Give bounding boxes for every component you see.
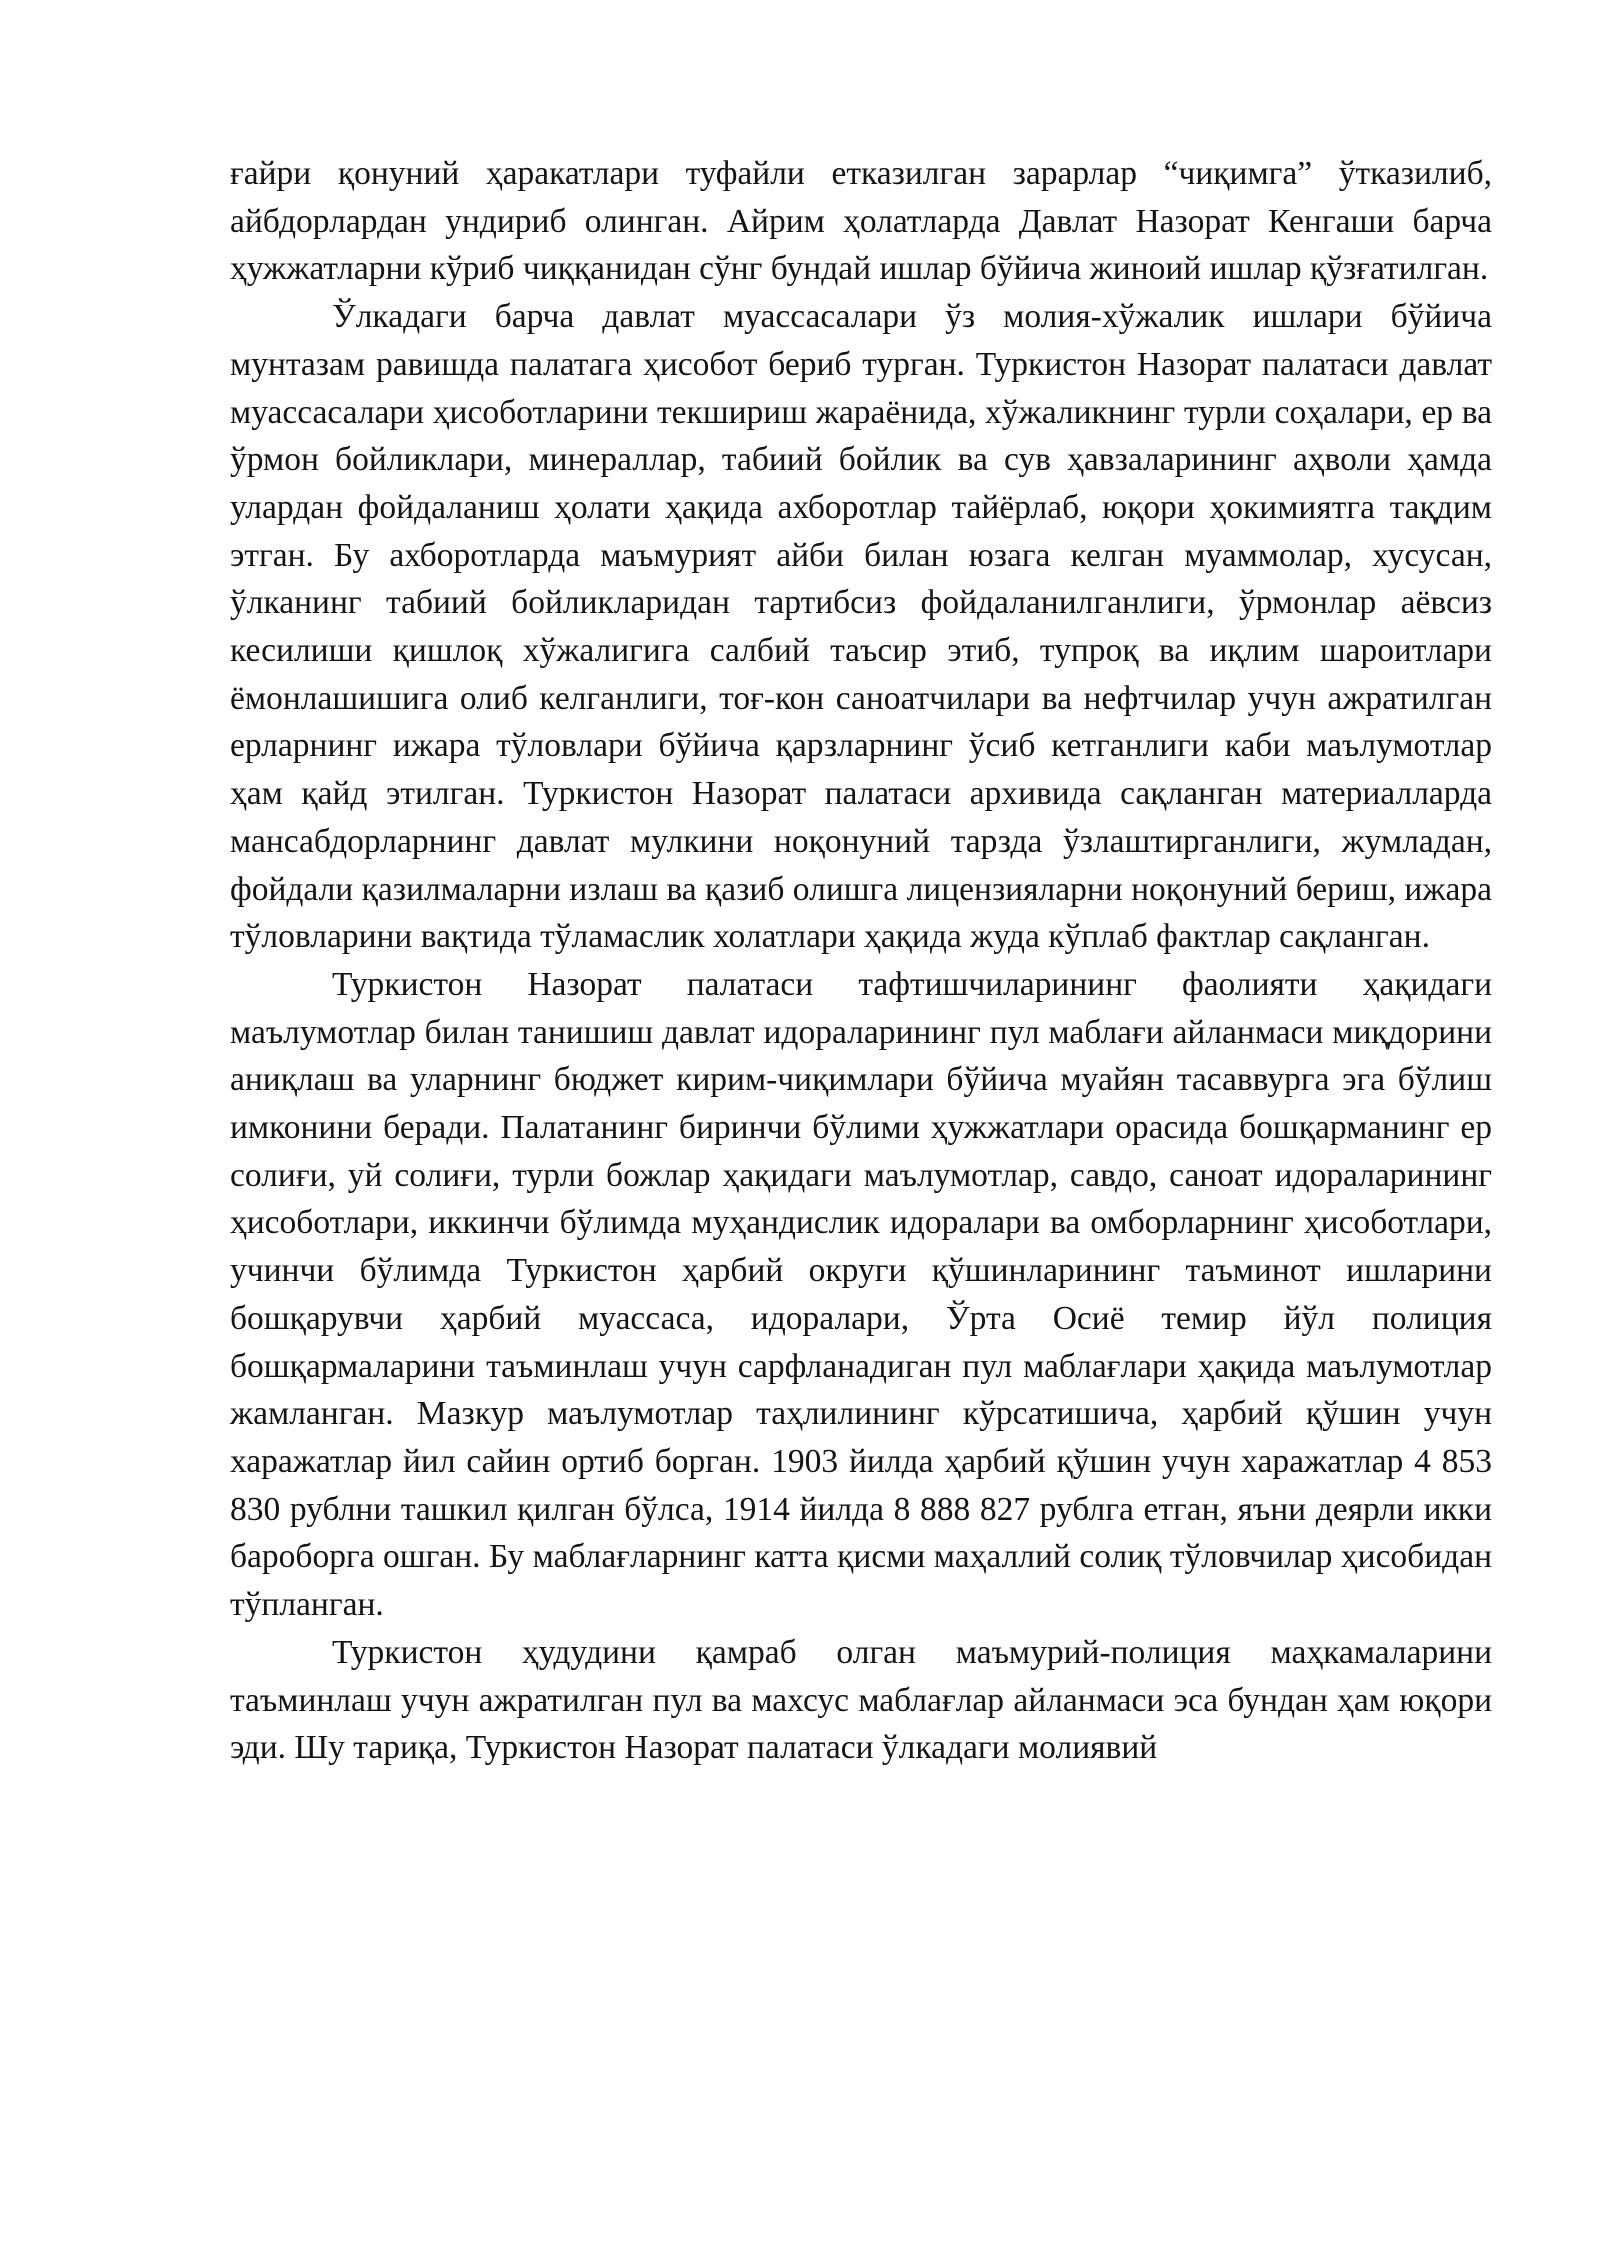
paragraph-reporting: Ўлкадаги барча давлат муассасалари ўз молия-хўжалик ишлари бўйича мунтазам равишда палатага ҳисобот бериб турган. Туркистон Назорат палатаси давлат муассасалари ҳисоботларини текшириш жараёнида, хўжаликнинг турли соҳалари, ер ва ўрмон бойликлари, минераллар, табиий бойлик ва сув ҳавзаларининг аҳволи ҳамда улардан фойдаланиш ҳолати ҳақида ахборотлар тайёрлаб, юқори ҳокимиятга тақдим этган. Бу ахборотларда маъмурият айби билан юзага келган муаммолар, хусусан, ўлканинг табиий бойликларидан тартибсиз фойдаланилганлиги, ўрмонлар аёвсиз кесилиши қишлоқ хўжалигига салбий таъсир этиб, тупроқ ва иқлим шароитлари ёмонлашишига олиб келганлиги, тоғ-кон саноатчилари ва нефтчилар учун ажратилган ерларнинг ижара тўловлари бўйича қарзларнинг ўсиб кетганлиги каби маълумотлар ҳам қайд этилган. Туркистон Назорат палатаси архивида сақланган материалларда мансабдорларнинг давлат мулкини ноқонуний тарзда ўзлаштирганлиги, жумладан, фойдали қазилмаларни излаш ва қазиб олишга лицензияларни ноқонуний бериш, ижара тўловларини вақтида тўламаслик холатлари ҳақида жуда кўплаб фактлар сақланган. xyxy=(230,298,1492,956)
paragraph-auditors: Туркистон Назорат палатаси тафтишчиларининг фаолияти ҳақидаги маълумотлар билан танишиш давлат идораларининг пул маблағи айланмаси миқдорини аниқлаш ва уларнинг бюджет кирим-чиқимлари бўйича муайян тасаввурга эга бўлиш имконини беради. Палатанинг биринчи бўлими ҳужжатлари орасида бошқарманинг ер солиғи, уй солиғи, турли божлар ҳақидаги маълумотлар, савдо, саноат идораларининг ҳисоботлари, иккинчи бўлимда муҳандислик идоралари ва омборларнинг ҳисоботлари, учинчи бўлимда Туркистон ҳарбий округи қўшинларининг таъминот ишларини бошқарувчи ҳарбий муассаса, идоралари, Ўрта Осиё темир йўл полиция бошқармаларини таъминлаш учун сарфланадиган пул маблағлари ҳақида маълумотлар жамланган. Мазкур маълумотлар таҳлилининг кўрсатишича, ҳарбий қўшин учун харажатлар йил сайин ортиб борган. 1903 йилда ҳарбий қўшин учун харажатлар 4 853 830 рублни ташкил қилган бўлса, 1914 йилда 8 888 827 рублга етган, яъни деярли икки бароборга ошган. Бу маблағларнинг катта қисми маҳаллий солиқ тўловчилар ҳисобидан тўпланган. xyxy=(230,965,1492,1624)
paragraph-police-funding: Туркистон ҳудудини қамраб олган маъмурий-полиция маҳкамаларини таъминлаш учун ажратилган пул ва махсус маблағлар айланмаси эса бундан ҳам юқори эди. Шу тариқа, Туркистон Назорат палатаси ўлкадаги молиявий xyxy=(230,1633,1492,1767)
document-body xyxy=(230,150,1492,1772)
paragraph-continued: ғайри қонуний ҳаракатлари туфайли етказилган зарарлар “чиқимга” ўтказилиб, айбдорлардан ундириб олинган. Айрим ҳолатларда Давлат Назорат Кенгаши барча ҳужжатларни кўриб чиққанидан сўнг бундай ишлар бўйича жиноий ишлар қўзғатилган. xyxy=(230,155,1492,288)
